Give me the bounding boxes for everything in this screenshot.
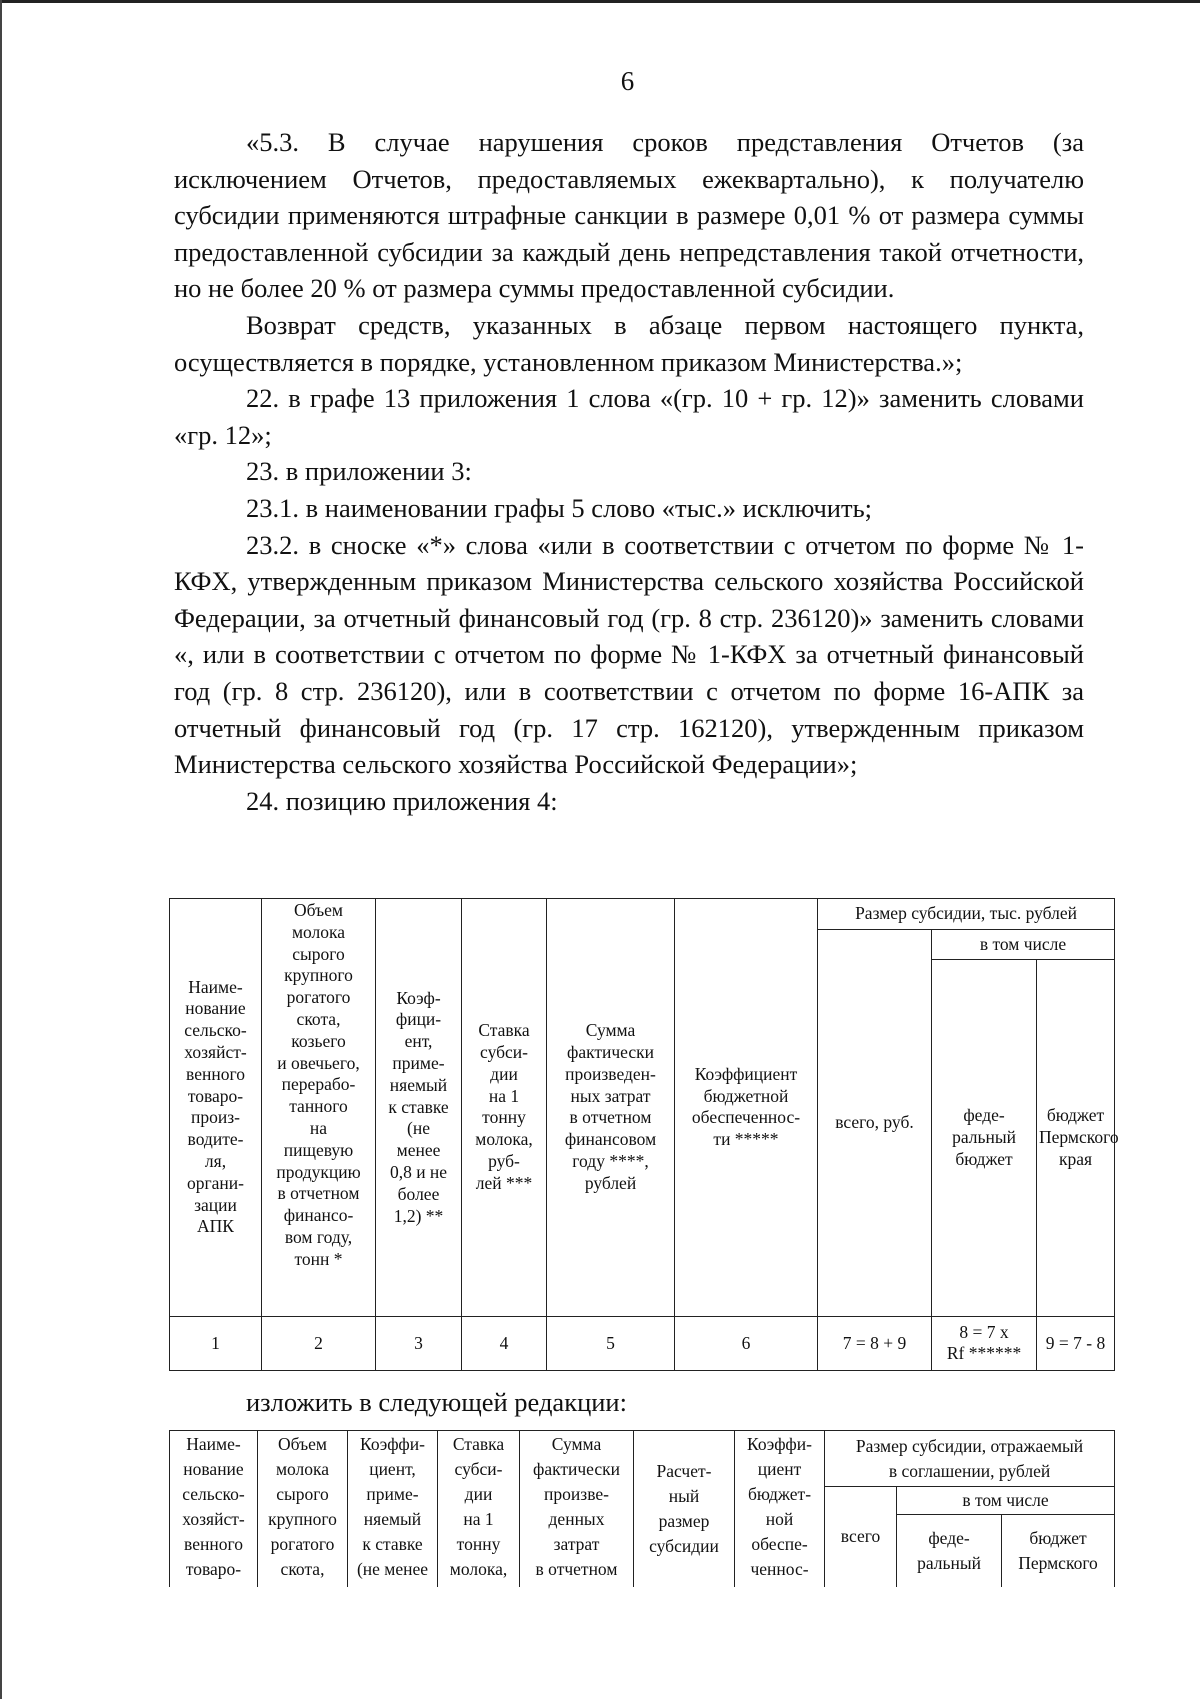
- header-subsidy-size: Размер субсидии, тыс. рублей: [818, 899, 1115, 930]
- header-including: в том числе: [897, 1487, 1115, 1515]
- header-milk-volume: Объем молока сырого крупного рогатого скота, козьего и овечьего, перерабо- танного на пищевую продукцию в отчетном финансо- вом году, тонн *: [262, 899, 376, 1317]
- paragraph-23-2: 23.2. в сноске «*» слова «или в соответствии с отчетом по форме № 1-КФХ, утвержденным приказом Министерства сельского хозяйства Российской Федерации, за отчетный финансовый год (гр. 8 стр. 236120)» заменить словами «, или в соответствии с отчетом по форме № 1-КФХ за отчетный финансовый год (гр. 8 стр. 236120), или в соответствии с отчетом по форме 16-АПК за отчетный финансовый год (гр. 17 стр. 162120), утвержденным приказом Министерства сельского хозяйства Российской Федерации»;: [174, 529, 1084, 780]
- column-number: 2: [262, 1316, 376, 1370]
- column-number: 1: [170, 1316, 262, 1370]
- column-number: 3: [376, 1316, 462, 1370]
- column-number: 8 = 7 x Rf ******: [932, 1316, 1037, 1370]
- column-number: 7 = 8 + 9: [818, 1316, 932, 1370]
- header-total: всего: [825, 1487, 897, 1587]
- paragraph-22: 22. в графе 13 приложения 1 слова «(гр. 10 + гр. 12)» заменить словами «гр. 12»;: [174, 383, 1084, 450]
- header-federal-budget: феде- ральный: [897, 1515, 1002, 1587]
- table-appendix4-old: [169, 898, 1119, 1371]
- table-appendix4-new: [169, 1430, 1114, 1586]
- paragraph-5-3: «5.3. В случае нарушения сроков представления Отчетов (за исключением Отчетов, предоставляемых ежеквартально), к получателю субсидии применяются штрафные санкции в размере 0,01 % от размера суммы предоставленной субсидии за каждый день непредставления такой отчетности, но не более 20 % от размера суммы предоставленной субсидии.: [174, 127, 1084, 304]
- paragraph-23-1: 23.1. в наименовании графы 5 слово «тыс.» исключить;: [246, 492, 873, 523]
- intro-new-wording: [174, 1384, 1084, 1421]
- header-regional-budget: бюджет Пермского: [1002, 1515, 1115, 1587]
- paragraph-refund: Возврат средств, указанных в абзаце первом настоящего пункта, осуществляется в порядке, установленном приказом Министерства.»;: [174, 309, 1084, 377]
- column-number: 5: [547, 1316, 675, 1370]
- document-body: [174, 124, 1084, 819]
- header-coefficient: Коэффи- циент, приме- няемый к ставке (не менее: [348, 1431, 438, 1587]
- header-subsidy-size: Размер субсидии, отражаемый в соглашении, рублей: [825, 1431, 1115, 1487]
- header-coefficient: Коэф- фици- ент, приме- няемый к ставке (не менее 0,8 и не более 1,2) **: [376, 899, 462, 1317]
- scan-edge-top: [0, 0, 1200, 3]
- column-number: 6: [675, 1316, 818, 1370]
- header-subsidy-rate: Ставка субси- дии на 1 тонну молока, руб- лей ***: [462, 899, 547, 1317]
- column-number: 9 = 7 - 8: [1037, 1316, 1115, 1370]
- header-budget-coefficient: Коэффи- циент бюджет- ной обеспе- ченнос-: [735, 1431, 825, 1587]
- column-number: 4: [462, 1316, 547, 1370]
- header-calculated-subsidy: Расчет- ный размер субсидии: [634, 1431, 735, 1587]
- header-federal-budget: феде- ральный бюджет: [932, 960, 1037, 1317]
- header-subsidy-rate: Ставка субси- дии на 1 тонну молока,: [438, 1431, 520, 1587]
- intro-new-wording-text: изложить в следующей редакции:: [246, 1387, 627, 1417]
- header-producer-name: Наиме- нование сельско- хозяйст- венного товаро-: [170, 1431, 258, 1587]
- header-including: в том числе: [932, 930, 1115, 960]
- header-regional-budget: бюджет Пермского края: [1037, 960, 1115, 1317]
- page-number: 6: [620, 66, 635, 96]
- header-budget-coefficient: Коэффициент бюджетной обеспеченнос- ти *****: [675, 899, 818, 1317]
- scan-edge-left: [0, 0, 2, 1699]
- header-producer-name: Наиме- нование сельско- хозяйст- венного товаро- произ- водите- ля, органи- зации АПК: [170, 899, 262, 1317]
- header-total: всего, руб.: [818, 930, 932, 1317]
- header-milk-volume: Объем молока сырого крупного рогатого скота,: [258, 1431, 348, 1587]
- header-actual-costs: Сумма фактически произведен- ных затрат в отчетном финансовом году ****, рублей: [547, 899, 675, 1317]
- header-actual-costs: Сумма фактически произве- денных затрат в отчетном: [520, 1431, 634, 1587]
- paragraph-24: 24. позицию приложения 4:: [246, 785, 558, 816]
- paragraph-23: 23. в приложении 3:: [246, 456, 472, 487]
